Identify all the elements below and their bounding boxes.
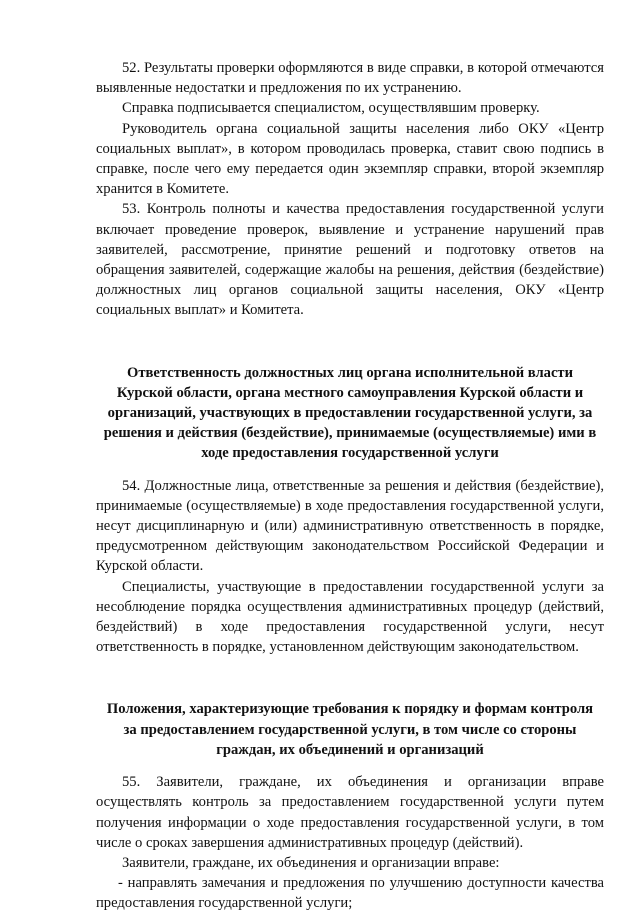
paragraph-55: 55. Заявители, граждане, их объединения и организации вправе осуществлять контроль за предоставлением государственной услуги путем получения информации о ходе предоставления государственной услуги, в том числе о сроках завершения административных процедур (действий). (96, 774, 604, 851)
paragraph-applicants-rights: Заявители, граждане, их объединения и организации вправе: (122, 854, 500, 871)
paragraph-52: 52. Результаты проверки оформляются в виде справки, в которой отмечаются выявленные недостатки и предложения по их устранению. (96, 60, 604, 97)
paragraph-certificate-signed: Справка подписывается специалистом, осуществлявшим проверку. (122, 100, 540, 117)
paragraph-53: 53. Контроль полноты и качества предоставления государственной услуги включает проведение проверок, выявление и устранение нарушений прав заявителей, рассмотрение, принятие решений и подготовку ответов на обращения заявителей, содержащие жалобы на решения, действия (бездействие) должностных лиц органов социальной защиты населения, ОКУ «Центр социальных выплат» и Комитета. (96, 201, 604, 319)
paragraph-54: 54. Должностные лица, ответственные за решения и действия (бездействие), принимаемые (осуществляемые) в ходе предоставления государственной услуги, несут дисциплинарную и (или) административную ответственность в порядке, предусмотренном действующим законодательством Российской Федерации и Курской области. (96, 477, 604, 575)
list-item-send-remarks: - направлять замечания и предложения по улучшению доступности качества предоставления государственной услуги; (96, 875, 604, 912)
section-heading-responsibility: Ответственность должностных лиц органа исполнительной власти Курской области, органа местного самоуправления Курской области и организаций, участвующих в предоставлении государственной услуги, за решения и действия (бездействие), принимаемые (осуществляемые) ими в ходе предоставления государственной услуги (103, 364, 597, 462)
paragraph-specialists-responsibility: Специалисты, участвующие в предоставлении государственной услуги за несоблюдение порядка осуществления административных процедур (действий, бездействий) в ходе предоставления государственной услуги, несут ответственность в порядке, установленном действующим законодательством. (96, 578, 604, 656)
paragraph-head-signature: Руководитель органа социальной защиты населения либо ОКУ «Центр социальных выплат», в котором проводилась проверка, ставит свою подпись в справке, после чего ему передается один экземпляр справки, второй экземпляр хранится в Комитете. (96, 120, 604, 198)
section-heading-control-provisions: Положения, характеризующие требования к порядку и формам контроля за предоставлением государственной услуги, в том числе со стороны граждан, их объединений и организаций (106, 701, 594, 758)
